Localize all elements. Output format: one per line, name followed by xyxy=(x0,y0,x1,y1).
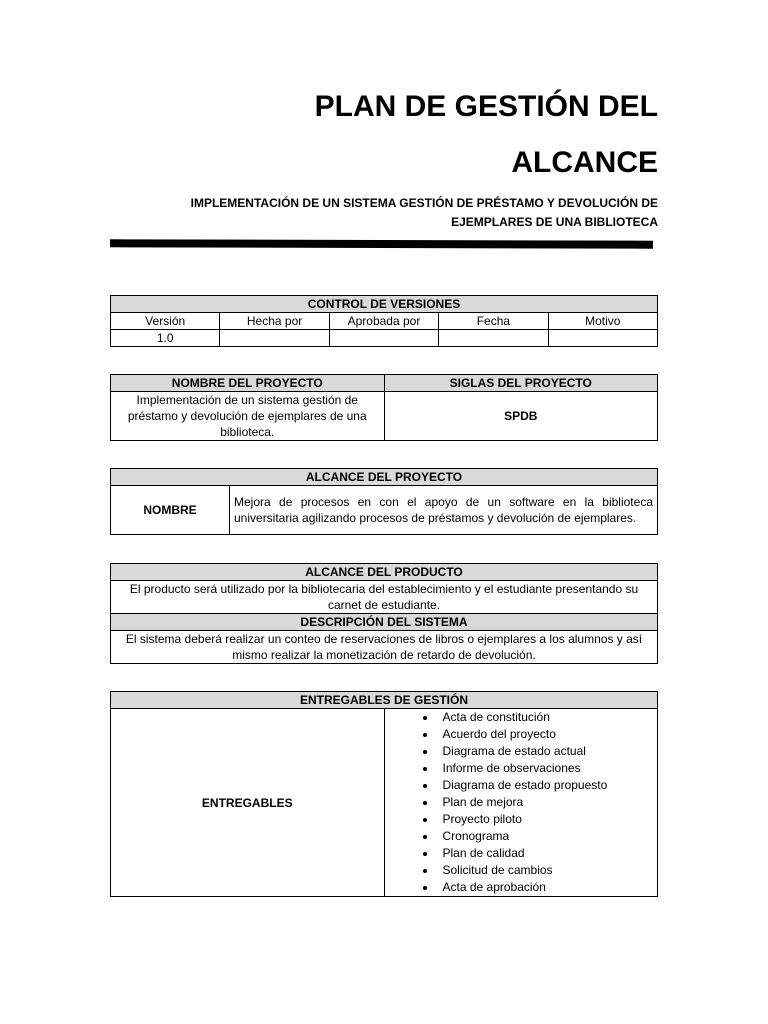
project-acronym-heading: SIGLAS DEL PROYECTO xyxy=(384,375,658,392)
product-scope-text: El producto será utilizado por la bibliotecaria del establecimiento y el estudiante presentando su carnet de estudiante. xyxy=(111,581,658,614)
project-name-table xyxy=(110,374,658,441)
project-scope-table xyxy=(110,468,658,535)
date-cell xyxy=(439,330,548,347)
project-scope-label: NOMBRE xyxy=(111,486,230,535)
list-item: • Plan de mejora xyxy=(437,794,658,811)
approved-by-column-header: Aprobada por xyxy=(329,313,438,330)
project-name-heading: NOMBRE DEL PROYECTO xyxy=(111,375,385,392)
list-item: • Diagrama de estado actual xyxy=(437,743,658,760)
list-item: • Cronograma xyxy=(437,828,658,845)
deliverables-table xyxy=(110,691,658,897)
title-divider xyxy=(110,239,653,248)
product-scope-heading: ALCANCE DEL PRODUCTO xyxy=(111,564,658,581)
made-by-column-header: Hecha por xyxy=(220,313,329,330)
version-column-header: Versión xyxy=(111,313,220,330)
project-scope-text: Mejora de procesos en con el apoyo de un software en la biblioteca universitaria agilizando procesos de préstamos y devolución de ejemplares. xyxy=(230,486,658,535)
deliverables-label: ENTREGABLES xyxy=(111,709,385,897)
project-acronym-value: SPDB xyxy=(384,392,658,441)
project-scope-heading: ALCANCE DEL PROYECTO xyxy=(111,469,658,486)
project-name-value: Implementación de un sistema gestión de préstamo y devolución de ejemplares de una biblioteca. xyxy=(111,392,385,441)
list-item: • Acta de constitución xyxy=(437,709,658,726)
deliverables-list xyxy=(385,709,658,896)
list-item: • Solicitud de cambios xyxy=(437,862,658,879)
table-row xyxy=(111,330,658,347)
document-title-line-1: PLAN DE GESTIÓN DEL xyxy=(314,90,658,123)
date-column-header: Fecha xyxy=(439,313,548,330)
reason-column-header: Motivo xyxy=(548,313,657,330)
list-item: • Proyecto piloto xyxy=(437,811,658,828)
list-item: • Acta de aprobación xyxy=(437,879,658,896)
document-subtitle: IMPLEMENTACIÓN DE UN SISTEMA GESTIÓN DE PRÉSTAMO Y DEVOLUCIÓN DE EJEMPLARES DE UNA BIBLIOTECA xyxy=(190,196,658,229)
approved-by-cell xyxy=(329,330,438,347)
system-description-heading: DESCRIPCIÓN DEL SISTEMA xyxy=(111,614,658,631)
product-scope-table xyxy=(110,563,658,664)
version-control-table xyxy=(110,295,658,347)
made-by-cell xyxy=(220,330,329,347)
reason-cell xyxy=(548,330,657,347)
version-cell: 1.0 xyxy=(111,330,220,347)
list-item: • Acuerdo del proyecto xyxy=(437,726,658,743)
list-item: • Informe de observaciones xyxy=(437,760,658,777)
document-title-line-2: ALCANCE xyxy=(511,146,658,179)
deliverables-heading: ENTREGABLES DE GESTIÓN xyxy=(111,692,658,709)
list-item: • Diagrama de estado propuesto xyxy=(437,777,658,794)
list-item: • Plan de calidad xyxy=(437,845,658,862)
system-description-text: El sistema deberá realizar un conteo de reservaciones de libros o ejemplares a los alumnos y así mismo realizar la monetización de retardo de devolución. xyxy=(111,631,658,664)
version-control-heading: CONTROL DE VERSIONES xyxy=(111,296,658,313)
